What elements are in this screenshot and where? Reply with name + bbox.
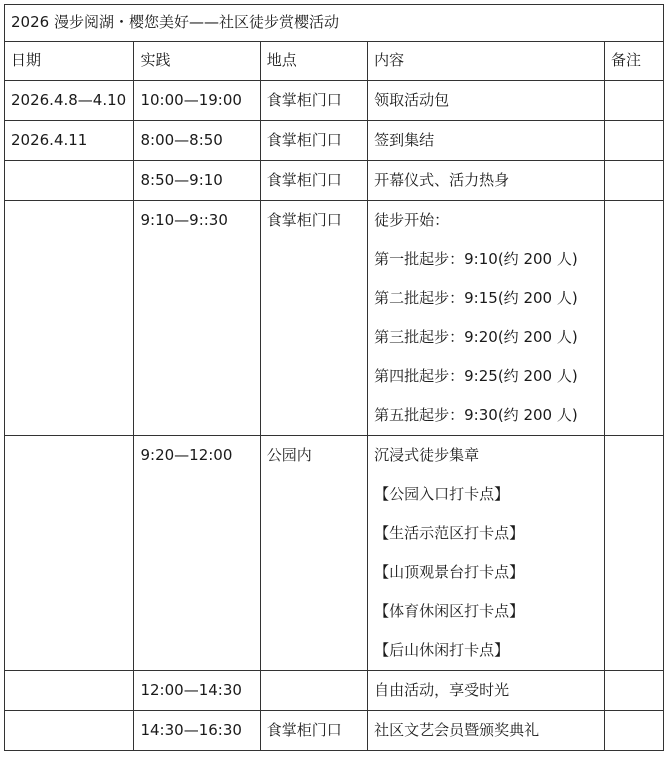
cell-note [604, 201, 663, 436]
cell-date [5, 711, 134, 751]
cell-time: 14:30—16:30 [134, 711, 260, 751]
header-note: 备注 [604, 42, 663, 81]
cell-content [368, 436, 605, 671]
table-row [5, 161, 664, 201]
cell-content [368, 671, 605, 711]
cell-note [604, 436, 663, 671]
cell-note [604, 81, 663, 121]
cell-place [260, 671, 367, 711]
content-line: 领取活动包 [374, 91, 450, 109]
cell-time: 9:10—9::30 [134, 201, 260, 436]
cell-place: 食掌柜门口 [260, 121, 367, 161]
cell-content [368, 161, 605, 201]
cell-place: 食掌柜门口 [260, 711, 367, 751]
content-line: 自由活动，享受时光 [374, 681, 510, 699]
content-line: 签到集结 [374, 131, 435, 149]
table-row [5, 121, 664, 161]
content-line: 第四批起步：9:25(约 200 人) [374, 367, 578, 385]
cell-place: 食掌柜门口 [260, 81, 367, 121]
content-line: 【公园入口打卡点】 [374, 485, 510, 503]
content-line: 徒步开始： [374, 211, 450, 229]
cell-time: 12:00—14:30 [134, 671, 260, 711]
content-line: 【生活示范区打卡点】 [374, 524, 525, 542]
table-row [5, 201, 664, 436]
header-time: 实践 [134, 42, 260, 81]
header-place: 地点 [260, 42, 367, 81]
content-line: 【山顶观景台打卡点】 [374, 563, 525, 581]
content-line: 第二批起步：9:15(约 200 人) [374, 289, 578, 307]
cell-time: 9:20—12:00 [134, 436, 260, 671]
header-row [5, 42, 664, 81]
cell-date: 2026.4.8—4.10 [5, 81, 134, 121]
content-line: 【体育休闲区打卡点】 [374, 602, 525, 620]
cell-time: 8:00—8:50 [134, 121, 260, 161]
table-row [5, 81, 664, 121]
content-line: 第三批起步：9:20(约 200 人) [374, 328, 578, 346]
cell-content [368, 81, 605, 121]
cell-content [368, 121, 605, 161]
table-row [5, 436, 664, 671]
cell-note [604, 161, 663, 201]
cell-content [368, 201, 605, 436]
cell-date [5, 201, 134, 436]
header-date: 日期 [5, 42, 134, 81]
content-line: 第一批起步：9:10(约 200 人) [374, 250, 578, 268]
cell-place: 食掌柜门口 [260, 161, 367, 201]
cell-date [5, 161, 134, 201]
content-line: 开幕仪式、活力热身 [374, 171, 510, 189]
table-row [5, 711, 664, 751]
cell-time: 10:00—19:00 [134, 81, 260, 121]
content-line: 沉浸式徒步集章 [374, 446, 480, 464]
content-line: 社区文艺会员暨颁奖典礼 [374, 721, 540, 739]
cell-date [5, 671, 134, 711]
cell-date [5, 436, 134, 671]
content-line: 第五批起步：9:30(约 200 人) [374, 406, 578, 424]
table-row [5, 671, 664, 711]
cell-note [604, 121, 663, 161]
cell-note [604, 711, 663, 751]
cell-place: 公园内 [260, 436, 367, 671]
schedule-table [4, 4, 664, 751]
cell-place: 食掌柜门口 [260, 201, 367, 436]
cell-content [368, 711, 605, 751]
table-title: 2026 漫步阅湖・樱您美好——社区徒步赏樱活动 [5, 5, 664, 42]
schedule-table-body [5, 5, 664, 751]
cell-time: 8:50—9:10 [134, 161, 260, 201]
cell-date: 2026.4.11 [5, 121, 134, 161]
title-row [5, 5, 664, 42]
cell-note [604, 671, 663, 711]
content-line: 【后山休闲打卡点】 [374, 641, 510, 659]
header-content: 内容 [368, 42, 605, 81]
